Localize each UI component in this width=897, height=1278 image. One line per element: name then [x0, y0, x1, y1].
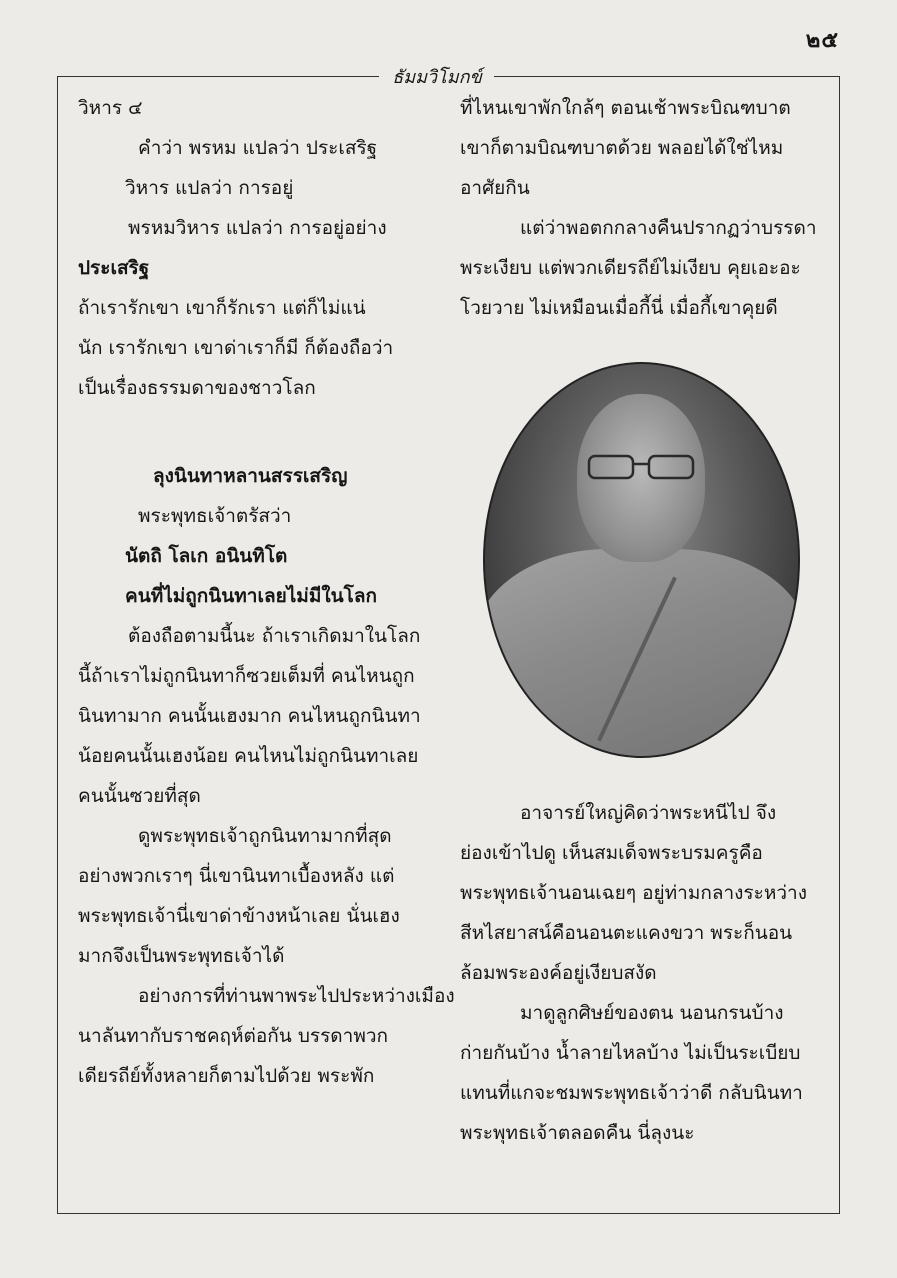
- text-line: อาจารย์ใหญ่คิดว่าพระหนีไป จึง: [520, 802, 777, 824]
- text-line: นัก เรารักเขา เขาด่าเราก็มี ก็ต้องถือว่า: [78, 337, 394, 359]
- text-line: นาลันทากับราชคฤห์ต่อกัน บรรดาพวก: [78, 1025, 389, 1047]
- text-line: ประเสริฐ: [78, 257, 150, 279]
- definition-vihara: วิหาร แปลว่า การอยู่: [125, 177, 294, 199]
- text-line: พระเงียบ แต่พวกเดียรถีย์ไม่เงียบ คุยเอะอะ: [460, 257, 801, 279]
- text-line: พระพุทธเจ้านี่เขาด่าข้างหน้าเลย นั่นเฮง: [78, 905, 400, 927]
- text-line: พระพุทธเจ้าตลอดคืน นี่ลุงนะ: [460, 1122, 695, 1144]
- definition-brahma: คำว่า พรหม แปลว่า ประเสริฐ: [138, 137, 378, 159]
- quote-translation: คนที่ไม่ถูกนินทาเลยไม่มีในโลก: [125, 585, 377, 607]
- text-line: สีหไสยาสน์คือนอนตะแคงขวา พระก็นอน: [460, 922, 793, 944]
- monk-portrait-photo: [483, 362, 800, 758]
- text-line: โวยวาย ไม่เหมือนเมื่อกี้นี่ เมื่อกี้เขาคุยดี: [460, 297, 778, 319]
- text-line: อย่างพวกเราๆ นี่เขานินทาเบื้องหลัง แต่: [78, 865, 395, 887]
- text-line: ดูพระพุทธเจ้าถูกนินทามากที่สุด: [138, 825, 392, 847]
- text-line: พระพุทธเจ้านอนเฉยๆ อยู่ท่ามกลางระหว่าง: [460, 882, 807, 904]
- text-line: นี้ถ้าเราไม่ถูกนินทาก็ซวยเต็มที่ คนไหนถูก: [78, 665, 415, 687]
- page-number: ๒๕: [805, 27, 839, 53]
- text-line: วิหาร ๔: [78, 97, 143, 119]
- text-line: แทนที่แกจะชมพระพุทธเจ้าว่าดี กลับนินทา: [460, 1082, 803, 1104]
- text-line: อย่างการที่ท่านพาพระไปประหว่างเมือง: [138, 985, 455, 1007]
- text-line: เป็นเรื่องธรรมดาของชาวโลก: [78, 377, 316, 399]
- text-line: ย่องเข้าไปดู เห็นสมเด็จพระบรมครูคือ: [460, 842, 763, 864]
- text-line: เขาก็ตามบิณฑบาตด้วย พลอยได้ใช่ไหม: [460, 137, 784, 159]
- pali-quote: นัตถิ โลเก อนินทิโต: [125, 545, 288, 567]
- right-column-top: [460, 95, 822, 335]
- text-line: แต่ว่าพอตกกลางคืนปรากฏว่าบรรดา: [520, 217, 817, 239]
- running-header: ธัมมวิโมกข์: [392, 67, 482, 88]
- text-line: ถ้าเรารักเขา เขาก็รักเรา แต่ก็ไม่แน่: [78, 297, 366, 319]
- text-line: มาดูลูกศิษย์ของตน นอนกรนบ้าง: [520, 1002, 784, 1024]
- text-line: ต้องถือตามนี้นะ ถ้าเราเกิดมาในโลก: [128, 625, 421, 647]
- text-line: ก่ายกันบ้าง น้ำลายไหลบ้าง ไม่เป็นระเบียบ: [460, 1042, 801, 1064]
- text-line: น้อยคนนั้นเฮงน้อย คนไหนไม่ถูกนินทาเลย: [78, 745, 419, 767]
- text-line: นินทามาก คนนั้นเฮงมาก คนไหนถูกนินทา: [78, 705, 421, 727]
- text-line: มากจึงเป็นพระพุทธเจ้าได้: [78, 945, 285, 967]
- text-line: คนนั้นซวยที่สุด: [78, 785, 201, 807]
- text-line: ล้อมพระองค์อยู่เงียบสงัด: [460, 962, 657, 984]
- text-line: อาศัยกิน: [460, 177, 530, 199]
- right-column-bottom: [460, 800, 822, 1160]
- text-line: ที่ไหนเขาพักใกล้ๆ ตอนเช้าพระบิณฑบาต: [460, 97, 791, 119]
- definition-brahmavihara: พรหมวิหาร แปลว่า การอยู่อย่าง: [128, 217, 387, 239]
- text-line: พระพุทธเจ้าตรัสว่า: [138, 505, 292, 527]
- text-line: เดียรถีย์ทั้งหลายก็ตามไปด้วย พระพัก: [78, 1065, 375, 1087]
- left-column: [78, 95, 455, 1103]
- section-title: ลุงนินทาหลานสรรเสริญ: [153, 465, 348, 487]
- glasses-icon: [585, 452, 697, 482]
